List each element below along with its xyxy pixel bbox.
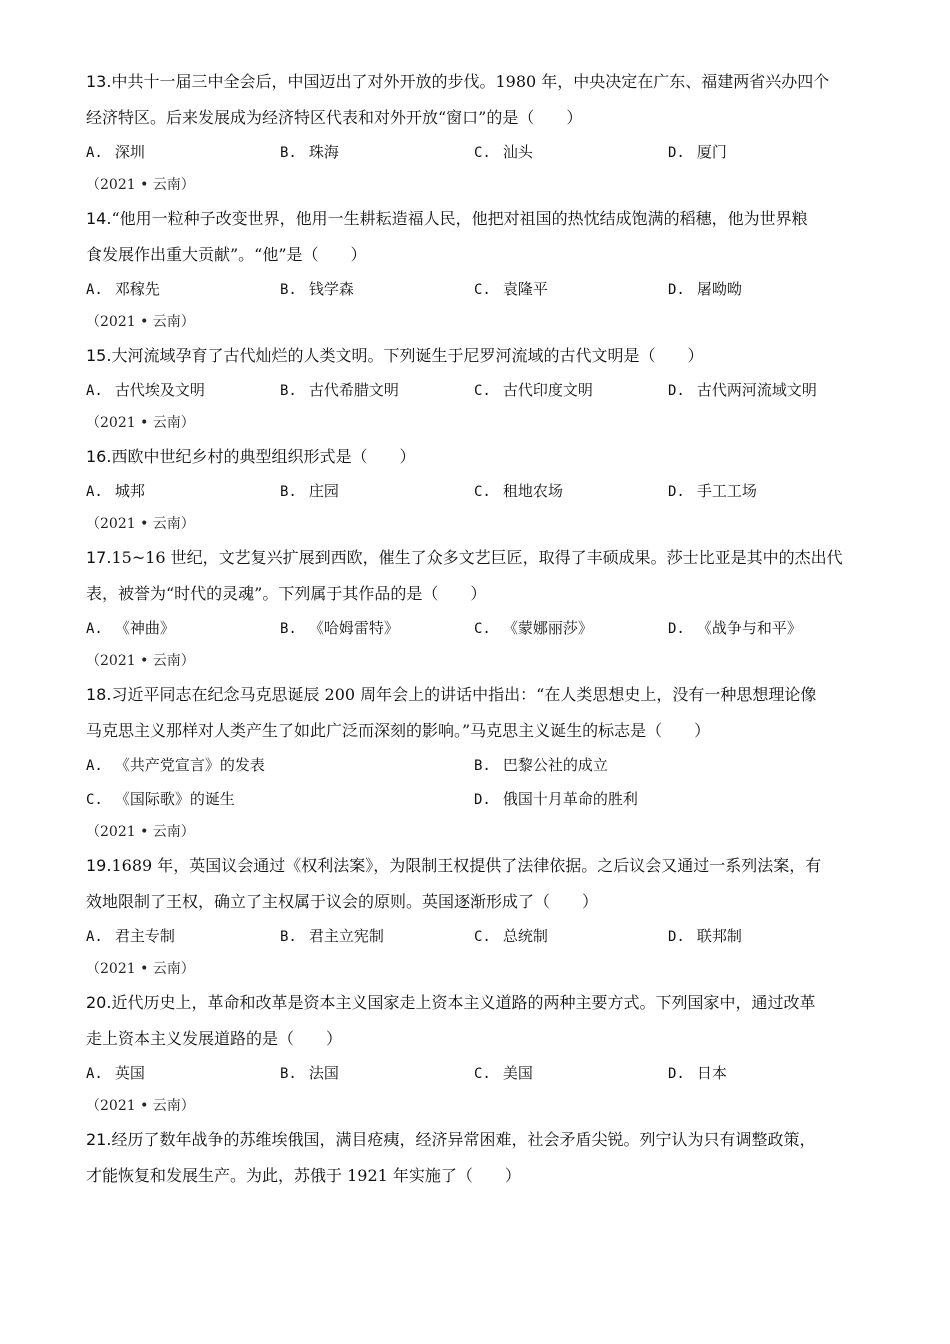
option-text: 英国 xyxy=(114,1064,145,1082)
option-text: 汕头 xyxy=(502,143,533,161)
question-source: （2021 • 云南） xyxy=(86,653,195,669)
answer-option-c xyxy=(474,380,593,401)
question-stem-line xyxy=(86,245,866,265)
question-stem-line xyxy=(86,447,866,467)
option-text: 邓稼先 xyxy=(114,280,160,298)
option-letter: D. xyxy=(474,792,491,808)
question-stem-line xyxy=(86,1130,866,1150)
question-text: 1689 年，英国议会通过《权利法案》，为限制王权提供了法律依据。之后议会又通过一系列法案，有 xyxy=(111,856,822,875)
answer-option-a xyxy=(86,142,145,163)
question-stem-line xyxy=(86,892,866,912)
option-letter: C. xyxy=(474,1066,491,1082)
question-number: 16. xyxy=(86,447,112,466)
answer-option-b xyxy=(280,279,354,300)
option-text: 君主立宪制 xyxy=(308,927,384,945)
option-letter: C. xyxy=(474,929,491,945)
question-text: 中共十一届三中全会后，中国迈出了对外开放的步伐。1980 年，中央决定在广东、福建两省兴办四个 xyxy=(111,72,830,91)
option-text: 日本 xyxy=(696,1064,727,1082)
answer-option-c xyxy=(474,279,548,300)
answer-option-c xyxy=(474,618,593,639)
option-text: 巴黎公社的成立 xyxy=(502,756,608,774)
option-letter: C. xyxy=(474,282,491,298)
question-stem-line xyxy=(86,1029,866,1049)
option-text: 古代印度文明 xyxy=(502,381,593,399)
question-text: 才能恢复和发展生产。为此，苏俄于 1921 年实施了（ ） xyxy=(86,1166,521,1185)
question-text: “他用一粒种子改变世界，他用一生耕耘造福人民，他把对祖国的热忱结成饱满的稻穗，他为世界粮 xyxy=(111,209,808,228)
option-letter: A. xyxy=(86,758,103,774)
option-text: 庄园 xyxy=(308,482,339,500)
question-number: 15. xyxy=(86,346,112,365)
question-text: 大河流域孕育了古代灿烂的人类文明。下列诞生于尼罗河流域的古代文明是（ ） xyxy=(111,346,704,365)
question-number: 17. xyxy=(86,548,112,567)
option-letter: A. xyxy=(86,282,103,298)
options-row xyxy=(86,481,866,501)
option-letter: B. xyxy=(280,929,297,945)
option-letter: B. xyxy=(280,621,297,637)
question-text: 效地限制了王权，确立了主权属于议会的原则。英国逐渐形成了（ ） xyxy=(86,892,599,911)
question-text: 习近平同志在纪念马克思诞辰 200 周年会上的讲话中指出：“在人类思想史上，没有一种思想理论像 xyxy=(111,685,817,704)
answer-option-d xyxy=(668,380,817,401)
option-letter: A. xyxy=(86,145,103,161)
option-letter: D. xyxy=(668,484,685,500)
answer-option-c xyxy=(474,142,533,163)
option-letter: B. xyxy=(280,282,297,298)
option-letter: C. xyxy=(474,484,491,500)
option-text: 古代埃及文明 xyxy=(114,381,205,399)
answer-option-d xyxy=(668,142,727,163)
question-source: （2021 • 云南） xyxy=(86,1098,195,1114)
option-letter: D. xyxy=(668,621,685,637)
options-row xyxy=(86,380,866,400)
option-letter: B. xyxy=(280,383,297,399)
option-letter: B. xyxy=(474,758,491,774)
question-stem-line xyxy=(86,721,866,741)
option-text: 古代希腊文明 xyxy=(308,381,399,399)
option-text: 《国际歌》的诞生 xyxy=(114,790,235,808)
question-number: 14. xyxy=(86,209,112,228)
question-text: 食发展作出重大贡献”。“他”是（ ） xyxy=(86,245,367,264)
question-text: 经历了数年战争的苏维埃俄国，满目疮痍，经济异常困难，社会矛盾尖锐。列宁认为只有调整政策， xyxy=(111,1130,816,1149)
option-text: 总统制 xyxy=(502,927,548,945)
option-text: 《共产党宣言》的发表 xyxy=(114,756,265,774)
question-text: 马克思主义那样对人类产生了如此广泛而深刻的影响。”马克思主义诞生的标志是（ ） xyxy=(86,721,711,740)
answer-option-d xyxy=(668,1063,727,1084)
option-letter: D. xyxy=(668,145,685,161)
option-letter: D. xyxy=(668,929,685,945)
option-text: 钱学森 xyxy=(308,280,354,298)
option-letter: C. xyxy=(86,792,103,808)
option-text: 租地农场 xyxy=(502,482,563,500)
option-letter: D. xyxy=(668,282,685,298)
answer-option-a xyxy=(86,380,205,401)
question-stem-line xyxy=(86,548,866,568)
option-text: 袁隆平 xyxy=(502,280,548,298)
option-text: 君主专制 xyxy=(114,927,175,945)
question-stem-line xyxy=(86,584,866,604)
option-letter: A. xyxy=(86,929,103,945)
option-text: 俄国十月革命的胜利 xyxy=(502,790,638,808)
answer-option-c xyxy=(474,926,548,947)
options-row xyxy=(86,618,866,638)
option-text: 古代两河流域文明 xyxy=(696,381,817,399)
question-stem-line xyxy=(86,108,866,128)
question-text: 经济特区。后来发展成为经济特区代表和对外开放“窗口”的是（ ） xyxy=(86,108,583,127)
option-text: 屠呦呦 xyxy=(696,280,742,298)
option-letter: D. xyxy=(668,1066,685,1082)
answer-option-d xyxy=(668,618,802,639)
answer-option-d xyxy=(668,481,757,502)
option-text: 深圳 xyxy=(114,143,145,161)
answer-option-b xyxy=(280,481,339,502)
question-stem-line xyxy=(86,856,866,876)
question-number: 21. xyxy=(86,1130,112,1149)
question-number: 13. xyxy=(86,72,112,91)
answer-option-b xyxy=(280,1063,339,1084)
answer-option-c xyxy=(474,1063,533,1084)
option-letter: A. xyxy=(86,383,103,399)
options-row xyxy=(86,1063,866,1083)
option-letter: B. xyxy=(280,1066,297,1082)
option-text: 《蒙娜丽莎》 xyxy=(502,619,593,637)
answer-option-a xyxy=(86,755,265,776)
answer-option-d xyxy=(474,789,638,810)
option-text: 珠海 xyxy=(308,143,339,161)
option-text: 《哈姆雷特》 xyxy=(308,619,399,637)
answer-option-c xyxy=(474,481,563,502)
answer-option-a xyxy=(86,481,145,502)
question-number: 20. xyxy=(86,993,112,1012)
answer-option-d xyxy=(668,279,742,300)
option-letter: D. xyxy=(668,383,685,399)
option-text: 《神曲》 xyxy=(114,619,175,637)
answer-option-b xyxy=(474,755,608,776)
answer-option-a xyxy=(86,1063,145,1084)
option-text: 《战争与和平》 xyxy=(696,619,802,637)
question-source: （2021 • 云南） xyxy=(86,314,195,330)
question-source: （2021 • 云南） xyxy=(86,824,195,840)
question-source: （2021 • 云南） xyxy=(86,961,195,977)
question-stem-line xyxy=(86,72,866,92)
question-stem-line xyxy=(86,993,866,1013)
answer-option-b xyxy=(280,142,339,163)
option-letter: A. xyxy=(86,621,103,637)
question-number: 19. xyxy=(86,856,112,875)
option-text: 城邦 xyxy=(114,482,145,500)
option-letter: C. xyxy=(474,621,491,637)
question-source: （2021 • 云南） xyxy=(86,177,195,193)
question-text: 西欧中世纪乡村的典型组织形式是（ ） xyxy=(111,447,416,466)
question-number: 18. xyxy=(86,685,112,704)
option-text: 美国 xyxy=(502,1064,533,1082)
question-source: （2021 • 云南） xyxy=(86,516,195,532)
question-text: 近代历史上，革命和改革是资本主义国家走上资本主义道路的两种主要方式。下列国家中，通过改革 xyxy=(111,993,816,1012)
answer-option-a xyxy=(86,279,160,300)
option-text: 联邦制 xyxy=(696,927,742,945)
option-letter: A. xyxy=(86,1066,103,1082)
question-text: 表，被誉为“时代的灵魂”。下列属于其作品的是（ ） xyxy=(86,584,487,603)
options-row xyxy=(86,926,866,946)
options-row xyxy=(86,789,866,809)
options-row xyxy=(86,755,866,775)
option-text: 厦门 xyxy=(696,143,727,161)
question-text: 15~16 世纪，文艺复兴扩展到西欧，催生了众多文艺巨匠，取得了丰硕成果。莎士比亚是其中的杰出代 xyxy=(111,548,843,567)
question-text: 走上资本主义发展道路的是（ ） xyxy=(86,1029,343,1048)
question-stem-line xyxy=(86,209,866,229)
option-letter: B. xyxy=(280,484,297,500)
answer-option-a xyxy=(86,618,175,639)
option-letter: B. xyxy=(280,145,297,161)
option-letter: A. xyxy=(86,484,103,500)
options-row xyxy=(86,142,866,162)
question-stem-line xyxy=(86,685,866,705)
question-source: （2021 • 云南） xyxy=(86,415,195,431)
answer-option-b xyxy=(280,926,384,947)
answer-option-d xyxy=(668,926,742,947)
option-text: 手工工场 xyxy=(696,482,757,500)
answer-option-b xyxy=(280,618,399,639)
option-text: 法国 xyxy=(308,1064,339,1082)
option-letter: C. xyxy=(474,145,491,161)
answer-option-b xyxy=(280,380,399,401)
question-stem-line xyxy=(86,346,866,366)
answer-option-a xyxy=(86,926,175,947)
option-letter: C. xyxy=(474,383,491,399)
question-stem-line xyxy=(86,1166,866,1186)
answer-option-c xyxy=(86,789,235,810)
options-row xyxy=(86,279,866,299)
